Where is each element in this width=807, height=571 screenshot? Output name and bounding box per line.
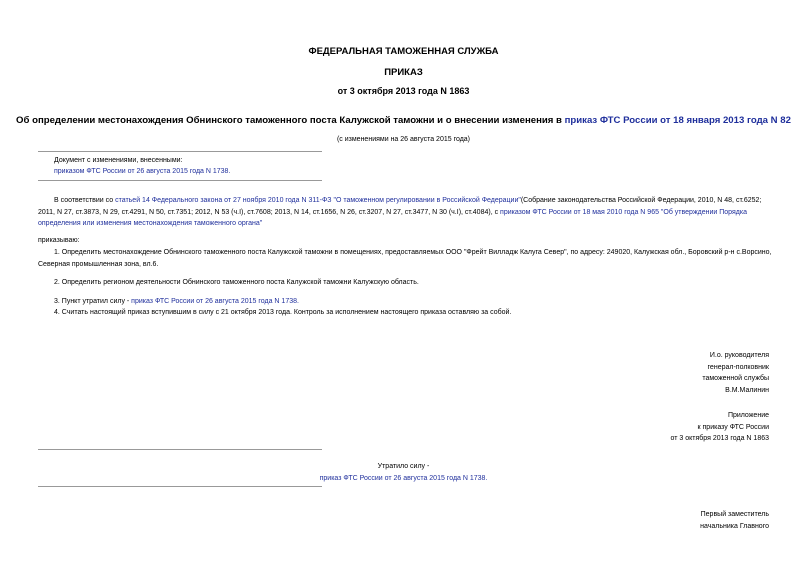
item-3	[54, 296, 772, 308]
signature-line-3: таможенной службы	[702, 375, 769, 382]
signature-line-4: В.М.Малинин	[725, 386, 769, 394]
appendix-block	[671, 410, 769, 445]
preamble-prefix: В соответствии со	[54, 197, 116, 204]
bottom-signature-line-1: Первый заместитель	[700, 511, 769, 518]
item-3-prefix: 3. Пункт утратил силу -	[54, 298, 132, 305]
preamble-paragraph	[38, 195, 772, 230]
order-word: приказываю:	[38, 237, 80, 244]
document-heading	[0, 115, 807, 126]
divider-bottom	[38, 180, 322, 181]
amendment-note	[54, 155, 230, 177]
divider-top	[38, 151, 322, 152]
preamble-law-link[interactable]: статьей 14 Федерального закона от 27 ноября 2010 года N 311-ФЗ "О таможенном регулировании в Российской Федерации"	[115, 197, 521, 204]
void-note-text: Утратило силу -	[377, 463, 430, 470]
appendix-line-2: к приказу ФТС России	[697, 423, 769, 431]
amendment-link[interactable]: приказом ФТС России от 26 августа 2015 года N 1738.	[54, 168, 231, 175]
amendment-label: Документ с изменениями, внесенными:	[54, 157, 183, 164]
preamble-middle: (Собрание законодательства Российской Федерации, 2010, N 48, ст.6252; 2011, N 27, ст.3873, N 29, ст.4291, N 50, ст.7351; 2012, N 53 (ч.I), ст.7608; 2013, N 14, ст.1656, N 26, ст.3207, N 27, ст.3477, N 30 (ч.I), ст.4084), с	[38, 197, 762, 216]
appendix-line-3: от 3 октября 2013 года N 1863	[670, 435, 769, 442]
bottom-signature-line-2: начальника Главного	[700, 522, 769, 530]
divider-void-top	[38, 449, 322, 450]
signature-line-2: генерал-полковник	[707, 363, 769, 371]
appendix-line-1: Приложение	[727, 412, 769, 419]
changes-note: (с изменениями на 26 августа 2015 года)	[336, 136, 471, 143]
doc-type-title: ПРИКАЗ	[384, 67, 423, 78]
divider-void-bottom	[38, 486, 322, 487]
item-1: 1. Определить местонахождение Обнинского таможенного поста Калужской таможни в помещениях, предоставляемых ООО "Фрейт Вилладж Калуга Север", по адресу: 249020, Калужская обл., Боровский р-н с.Ворсино, Северная промышленная зона, вл.6.	[38, 249, 772, 268]
item-3-link[interactable]: приказ ФТС России от 26 августа 2015 года N 1738.	[131, 298, 299, 305]
item-4: 4. Считать настоящий приказ вступившим в силу с 21 октября 2013 года. Контроль за исполнением настоящего приказа оставляю за собой.	[54, 309, 512, 316]
void-note	[0, 461, 807, 484]
item-2: 2. Определить регионом деятельности Обнинского таможенного поста Калужской таможни Калужскую область.	[54, 279, 419, 286]
heading-text: Об определении местонахождения Обнинского таможенного поста Калужской таможни и о внесении изменения в	[16, 115, 565, 126]
agency-title: ФЕДЕРАЛЬНАЯ ТАМОЖЕННАЯ СЛУЖБА	[308, 46, 499, 57]
signature-line-1: И.о. руководителя	[709, 352, 769, 359]
heading-link[interactable]: приказ ФТС России от 18 января 2013 года N 82	[564, 115, 791, 126]
bottom-signature-block	[700, 509, 769, 532]
signature-block	[702, 350, 769, 396]
void-note-link[interactable]: приказ ФТС России от 26 августа 2015 года N 1738.	[319, 474, 488, 482]
preamble-order-link[interactable]: приказом ФТС России от 18 мая 2010 года N 965 "Об утверждении Порядка определения или изменения местонахождения таможенного органа"	[38, 208, 747, 227]
doc-date-number: от 3 октября 2013 года N 1863	[337, 86, 470, 96]
